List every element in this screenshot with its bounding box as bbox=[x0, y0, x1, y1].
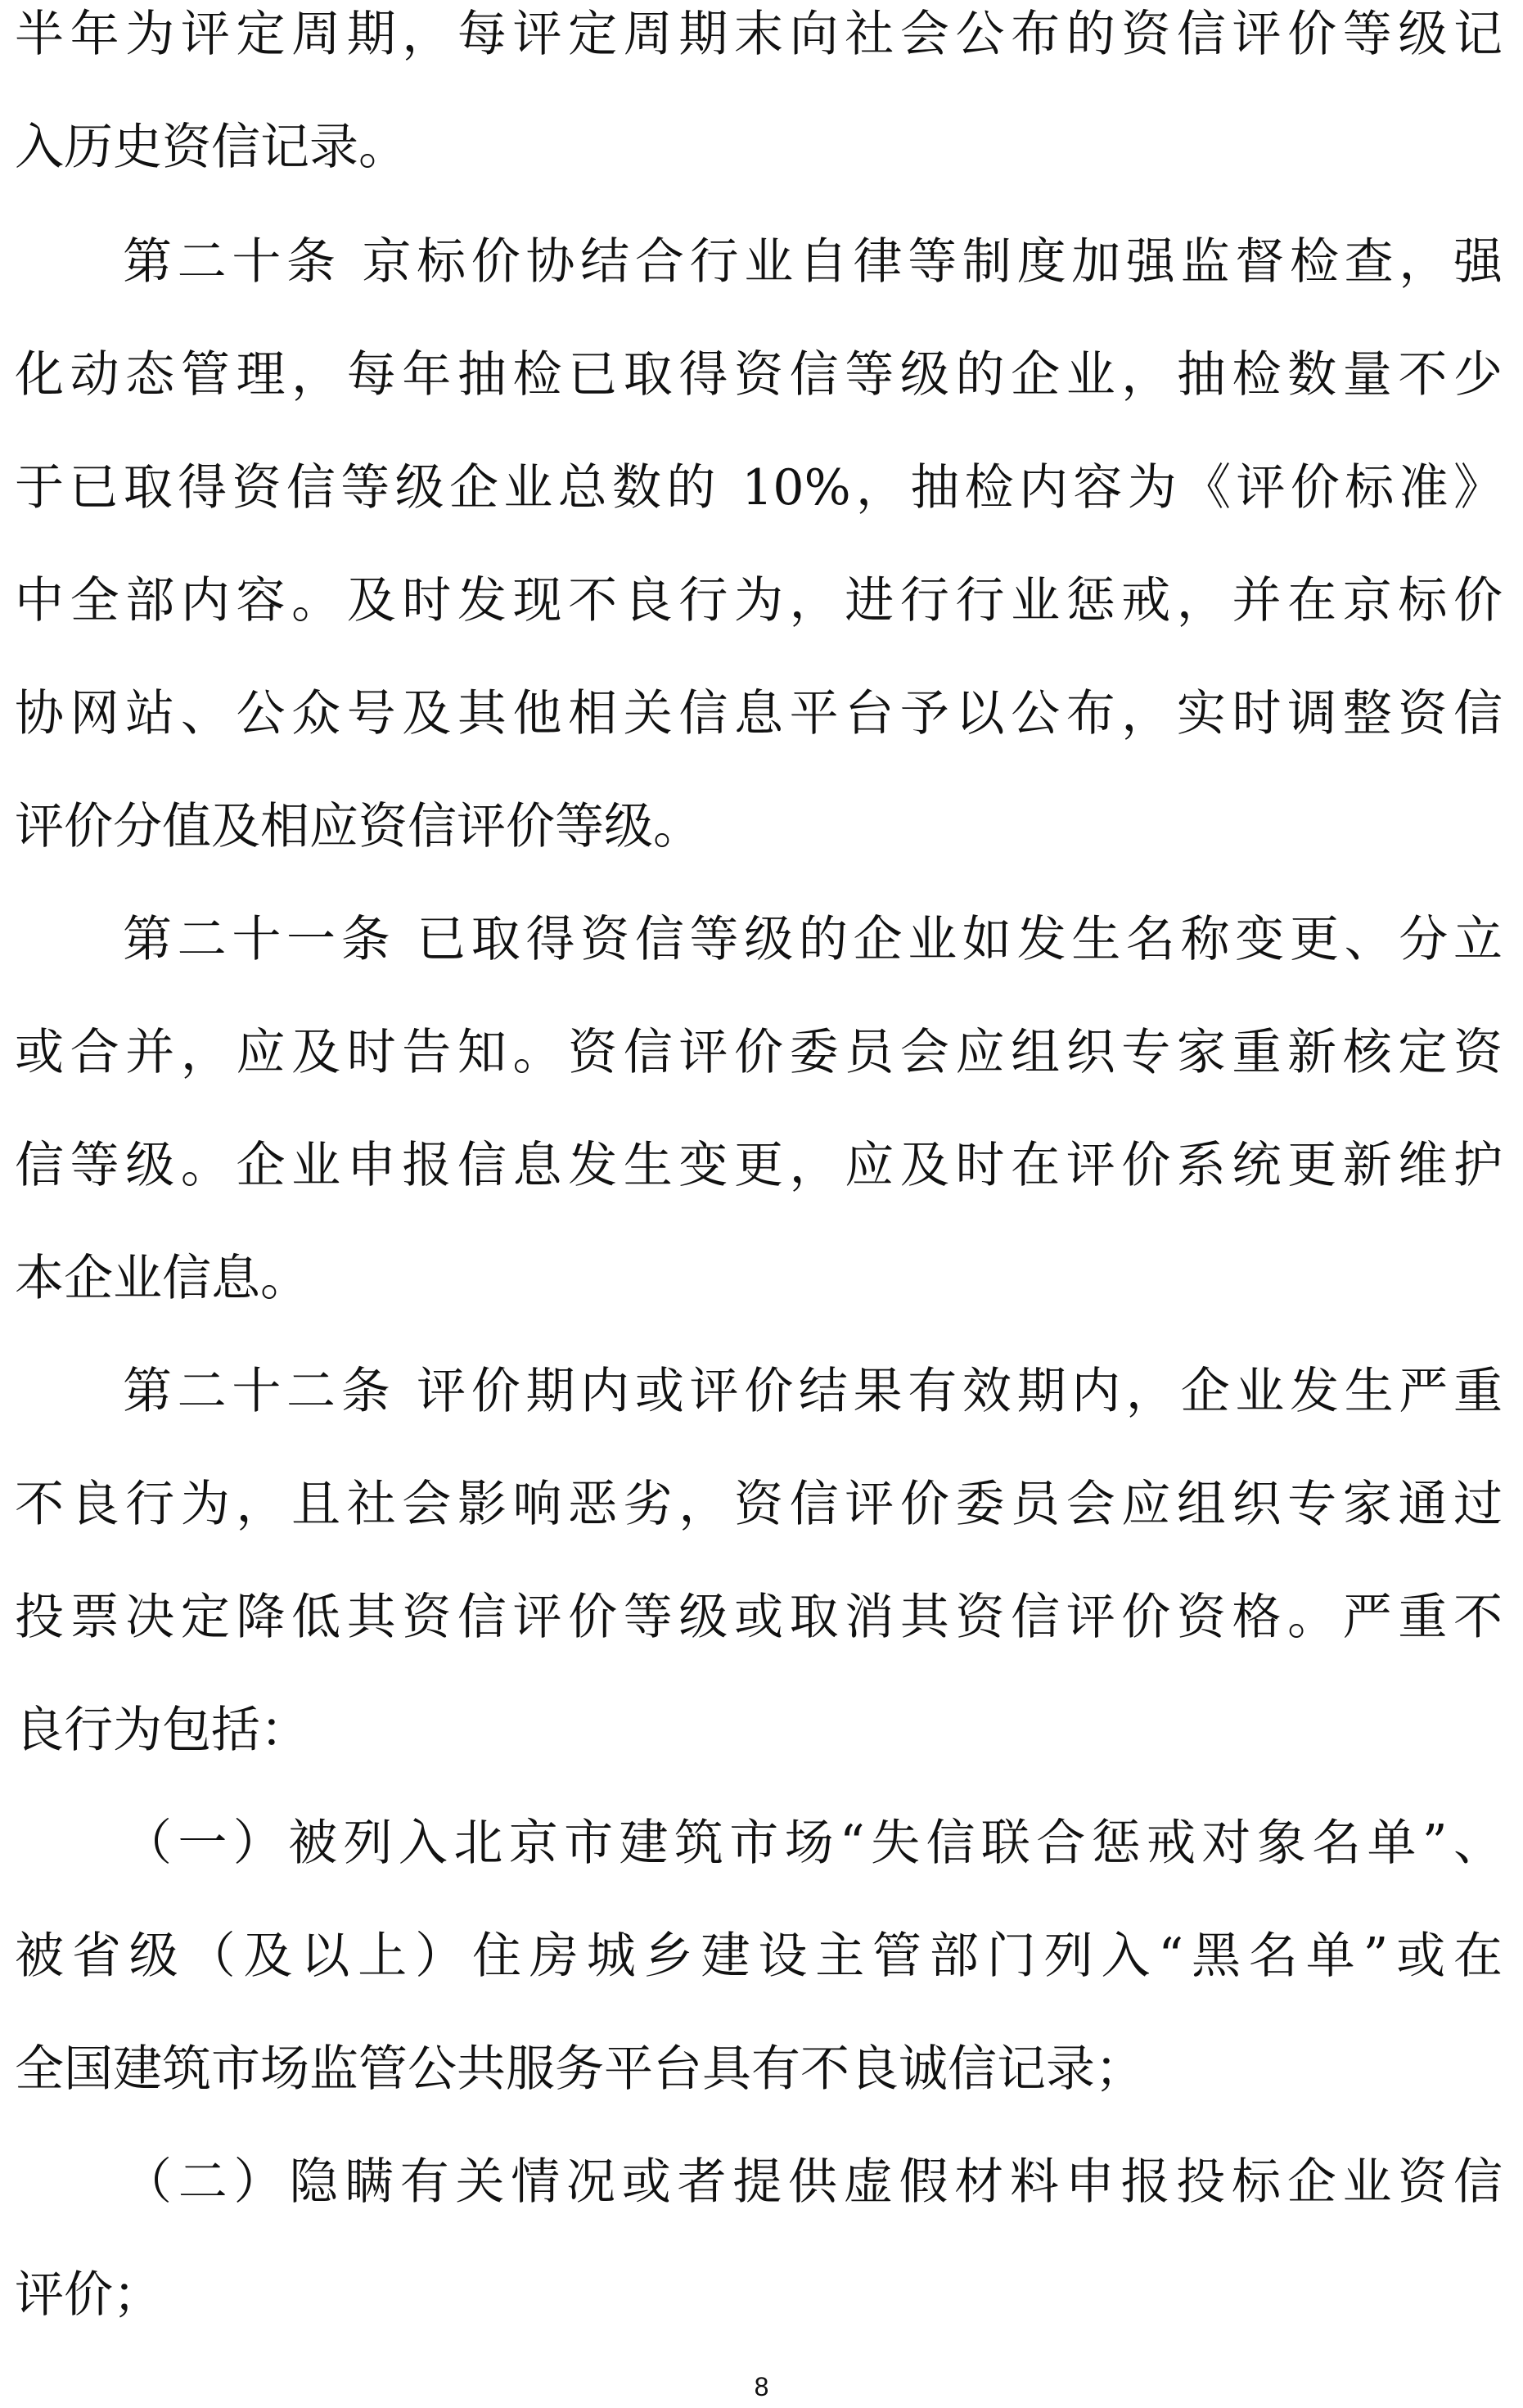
text-line: 本企业信息。 bbox=[15, 1250, 309, 1307]
list-item-2: （二）隐瞒有关情况或者提供虚假材料申报投标企业资信 bbox=[123, 2153, 1503, 2211]
text-line: 半年为评定周期，每评定周期末向社会公布的资信评价等级记 bbox=[15, 6, 1503, 63]
text-line: 良行为包括： bbox=[15, 1702, 309, 1759]
text-line: 入历史资信记录。 bbox=[15, 119, 408, 176]
text-line: 协网站、公众号及其他相关信息平台予以公布，实时调整资信 bbox=[15, 685, 1503, 742]
text-line: 于已取得资信等级企业总数的 10%，抽检内容为《评价标准》 bbox=[15, 459, 1503, 516]
text-line: 中全部内容。及时发现不良行为，进行行业惩戒，并在京标价 bbox=[15, 572, 1503, 629]
paragraph-line-article-22: 第二十二条 评价期内或评价结果有效期内，企业发生严重 bbox=[123, 1363, 1503, 1420]
text-line: 或合并，应及时告知。资信评价委员会应组织专家重新核定资 bbox=[15, 1024, 1503, 1081]
text-line: 化动态管理，每年抽检已取得资信等级的企业，抽检数量不少 bbox=[15, 346, 1503, 404]
text-line: 不良行为，且社会影响恶劣，资信评价委员会应组织专家通过 bbox=[15, 1476, 1503, 1533]
list-item-1: （一）被列入北京市建筑市场“失信联合惩戒对象名单”、 bbox=[123, 1815, 1503, 1872]
text-line: 全国建筑市场监管公共服务平台具有不良诚信记录； bbox=[15, 2040, 1144, 2098]
text-line: 评价分值及相应资信评价等级。 bbox=[15, 798, 702, 855]
text-line: 投票决定降低其资信评价等级或取消其资信评价资格。严重不 bbox=[15, 1589, 1503, 1646]
text-line: 被省级（及以上）住房城乡建设主管部门列入“黑名单”或在 bbox=[15, 1928, 1503, 1985]
text-line: 信等级。企业申报信息发生变更，应及时在评价系统更新维护 bbox=[15, 1137, 1503, 1194]
paragraph-line-article-21: 第二十一条 已取得资信等级的企业如发生名称变更、分立 bbox=[123, 911, 1503, 968]
paragraph-line-article-20: 第二十条 京标价协结合行业自律等制度加强监督检查，强 bbox=[123, 233, 1503, 291]
page-number: 8 bbox=[754, 2372, 769, 2401]
text-line: 评价； bbox=[15, 2266, 162, 2324]
